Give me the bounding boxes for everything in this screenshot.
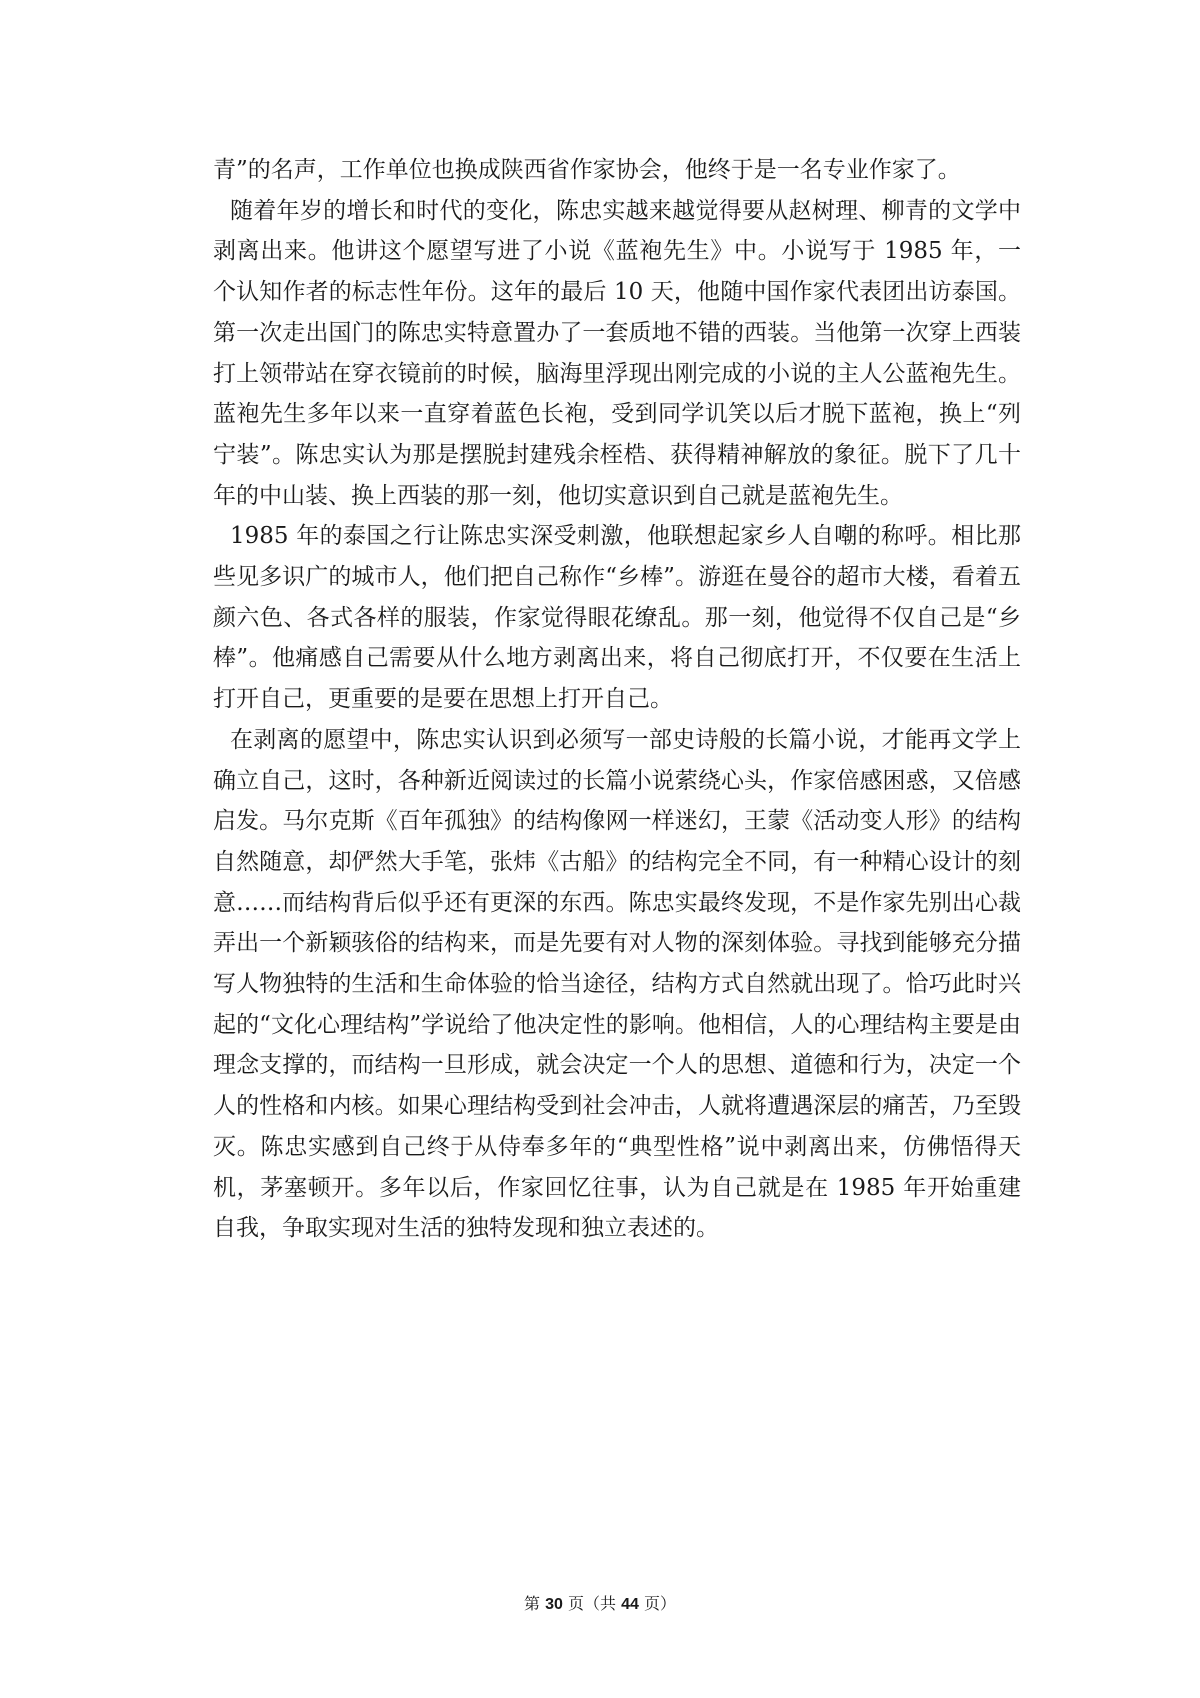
total-page-count: 44 (621, 1596, 639, 1613)
footer-middle: 页（共 (562, 1594, 622, 1613)
page-footer (0, 1594, 1200, 1615)
paragraph: 随着年岁的增长和时代的变化，陈忠实越来越觉得要从赵树理、柳青的文学中剥离出来。他讲这个愿望写进了小说《蓝袍先生》中。小说写于 1985 年，一个认知作者的标志性年份。这年的最后 10 天，他随中国作家代表团出访泰国。第一次走出国门的陈忠实特意置办了一套质地不错的西装。当他第一次穿上西装打上领带站在穿衣镜前的时候，脑海里浮现出刚完成的小说的主人公蓝袍先生。蓝袍先生多年以来一直穿着蓝色长袍，受到同学讥笑以后才脱下蓝袍，换上“列宁装”。陈忠实认为那是摆脱封建残余桎梏、获得精神解放的象征。脱下了几十年的中山装、换上西装的那一刻，他切实意识到自己就是蓝袍先生。 (213, 197, 1021, 509)
current-page-number: 30 (545, 1596, 563, 1613)
footer-prefix: 第 (524, 1594, 546, 1613)
footer-suffix: 页） (638, 1594, 676, 1613)
paragraph: 在剥离的愿望中，陈忠实认识到必须写一部史诗般的长篇小说，才能再文学上确立自己，这时，各种新近阅读过的长篇小说萦绕心头，作家倍感困惑，又倍感启发。马尔克斯《百年孤独》的结构像网一样迷幻，王蒙《活动变人形》的结构自然随意，却俨然大手笔，张炜《古船》的结构完全不同，有一种精心设计的刻意……而结构背后似乎还有更深的东西。陈忠实最终发现，不是作家先别出心裁弄出一个新颖骇俗的结构来，而是先要有对人物的深刻体验。寻找到能够充分描写人物独特的生活和生命体验的恰当途径，结构方式自然就出现了。恰巧此时兴起的“文化心理结构”学说给了他决定性的影响。他相信，人的心理结构主要是由理念支撑的，而结构一旦形成，就会决定一个人的思想、道德和行为，决定一个人的性格和内核。如果心理结构受到社会冲击，人就将遭遇深层的痛苦，乃至毁灭。陈忠实感到自己终于从侍奉多年的“典型性格”说中剥离出来，仿佛悟得天机，茅塞顿开。多年以后，作家回忆往事，认为自己就是在 1985 年开始重建自我，争取实现对生活的独特发现和独立表述的。 (213, 726, 1021, 1242)
document-body (213, 150, 1021, 1249)
paragraph: 1985 年的泰国之行让陈忠实深受刺激，他联想起家乡人自嘲的称呼。相比那些见多识广的城市人，他们把自己称作“乡棒”。游逛在曼谷的超市大楼，看着五颜六色、各式各样的服装，作家觉得眼花缭乱。那一刻，他觉得不仅自己是“乡棒”。他痛感自己需要从什么地方剥离出来，将自己彻底打开，不仅要在生活上打开自己，更重要的是要在思想上打开自己。 (213, 523, 1021, 713)
paragraph: 青”的名声，工作单位也换成陕西省作家协会，他终于是一名专业作家了。 (213, 157, 961, 183)
